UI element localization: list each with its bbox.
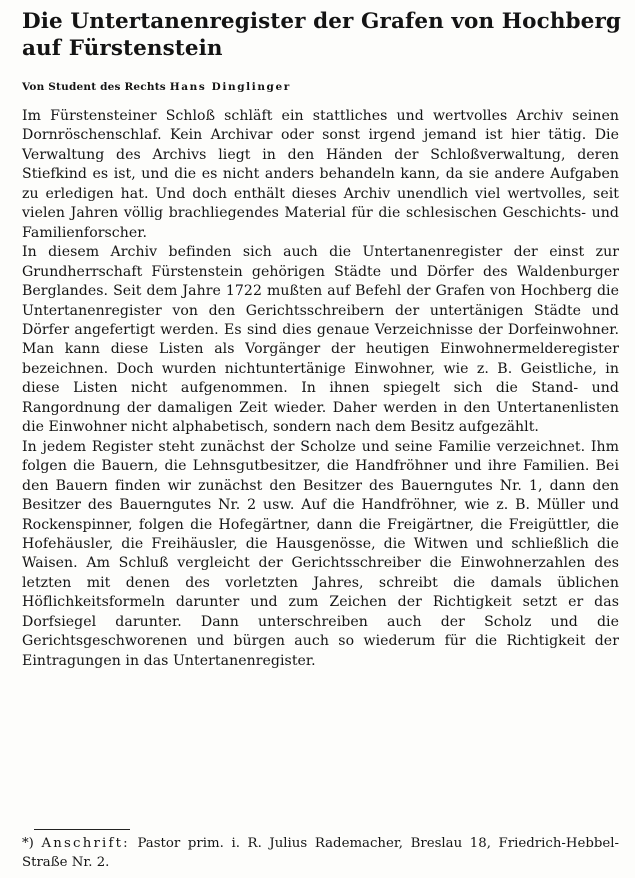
byline-author: Hans Dinglinger: [169, 81, 291, 93]
footnote: [22, 834, 619, 872]
body-paragraph-1: Im Fürstensteiner Schloß schläft ein stattliches und wertvolles Archiv seinen Dornröschenschlaf. Kein Archivar oder sonst irgend jemand ist hier tätig. Die Verwaltung des Archivs liegt in den Händen der Schloßverwaltung, deren Stiefkind es ist, und die es nicht anders behandeln kann, da sie andere Aufgaben zu erledigen hat. Und doch enthält dieses Archiv unendlich viel wertvolles, seit vielen Jahren völlig brachliegendes Material für die schlesischen Geschichts- und Familienforscher.: [22, 108, 619, 241]
footnote-marker: *): [22, 836, 42, 851]
article-title: Die Untertanenregister der Grafen von Hochberg auf Fürstenstein: [22, 9, 622, 61]
article-body: [22, 107, 619, 671]
byline-prefix: Von Student des Rechts: [22, 81, 170, 93]
body-paragraph-2: In diesem Archiv befinden sich auch die Untertanenregister der einst zur Grundherrschaft Fürstenstein gehörigen Städte und Dörfer des Waldenburger Berglandes. Seit dem Jahre 1722 mußten auf Befehl der Grafen von Hochberg die Untertanenregister von den Gerichtsschreibern der untertänigen Städte und Dörfer angefertigt werden. Es sind dies genaue Verzeichnisse der Dorfeinwohner. Man kann diese Listen als Vorgänger der heutigen Einwohnermelderegister bezeichnen. Doch wurden nichtuntertänige Einwohner, wie z. B. Geistliche, in diese Listen nicht aufgenommen. In ihnen spiegelt sich die Stand- und Rangordnung der damaligen Zeit wieder. Daher werden in den Untertanenlisten die Einwohner nicht alphabetisch, sondern nach dem Besitz aufgezählt.: [22, 244, 619, 436]
byline: [22, 80, 622, 94]
footnote-label: Anschrift:: [41, 836, 130, 851]
body-paragraph-3: In jedem Register steht zunächst der Scholze und seine Familie verzeichnet. Ihm folgen die Bauern, die Lehnsgutbesitzer, die Handfröhner und ihre Familien. Bei den Bauern finden wir zunächst den Besitzer des Bauerngutes Nr. 1, dann den Besitzer des Bauerngutes Nr. 2 usw. Auf die Handfröhner, wie z. B. Müller und Rockenspinner, folgen die Hofegärtner, dann die Freigärtner, die Freigüttler, die Hofehäusler, die Freihäusler, die Hausgenösse, die Witwen und schließlich die Waisen. Am Schluß vergleicht der Gerichtsschreiber die Einwohnerzahlen des letzten mit denen des vorletzten Jahres, schreibt die damals üblichen Höflichkeitsformeln darunter und zum Zeichen der Richtigkeit setzt er das Dorfsiegel darunter. Dann unterschreiben auch der Scholz und die Gerichtsgeschworenen und bürgen auch so wiederum für die Richtigkeit der Eintragungen in das Untertanenregister.: [22, 438, 619, 669]
footnote-text: Pastor prim. i. R. Julius Rademacher, Breslau 18, Friedrich-Hebbel-Straße Nr. 2.: [22, 836, 619, 870]
footnote-divider: [34, 829, 130, 830]
